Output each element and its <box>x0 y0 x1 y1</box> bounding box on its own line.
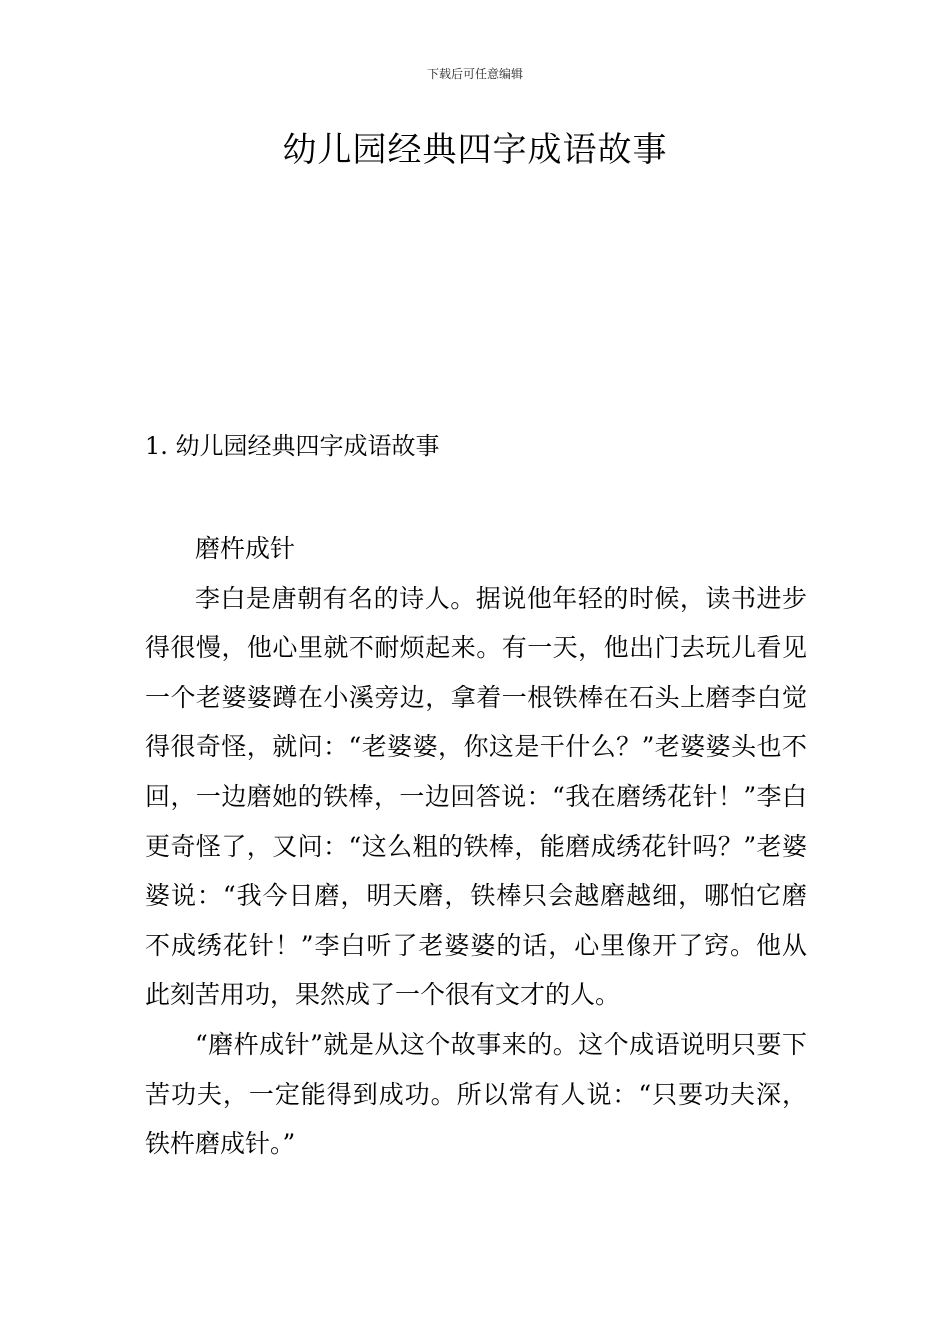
section-heading: 1. 幼儿园经典四字成语故事 <box>145 432 440 460</box>
story-body <box>145 524 807 1169</box>
header-note: 下载后可任意编辑 <box>426 67 523 81</box>
story-paragraph-2: “磨杵成针”就是从这个故事来的。这个成语说明只要下苦功夫，一定能得到成功。所以常有人说：“只要功夫深，铁杵磨成针。” <box>145 1029 807 1159</box>
story-title: 磨杵成针 <box>195 534 296 563</box>
document-title: 幼儿园经典四字成语故事 <box>282 130 668 170</box>
story-paragraph-1: 李白是唐朝有名的诗人。据说他年轻的时候，读书进步得很慢，他心里就不耐烦起来。有一天，他出门去玩儿看见一个老婆婆蹲在小溪旁边，拿着一根铁棒在石头上磨李白觉得很奇怪，就问：“老婆婆，你这是干什么？”老婆婆头也不回，一边磨她的铁棒，一边回答说：“我在磨绣花针！”李白更奇怪了，又问：“这么粗的铁棒，能磨成绣花针吗？”老婆婆说：“我今日磨，明天磨，铁棒只会越磨越细，哪怕它磨不成绣花针！”李白听了老婆婆的话，心里像开了窍。他从此刻苦用功，果然成了一个很有文才的人。 <box>145 583 807 1010</box>
